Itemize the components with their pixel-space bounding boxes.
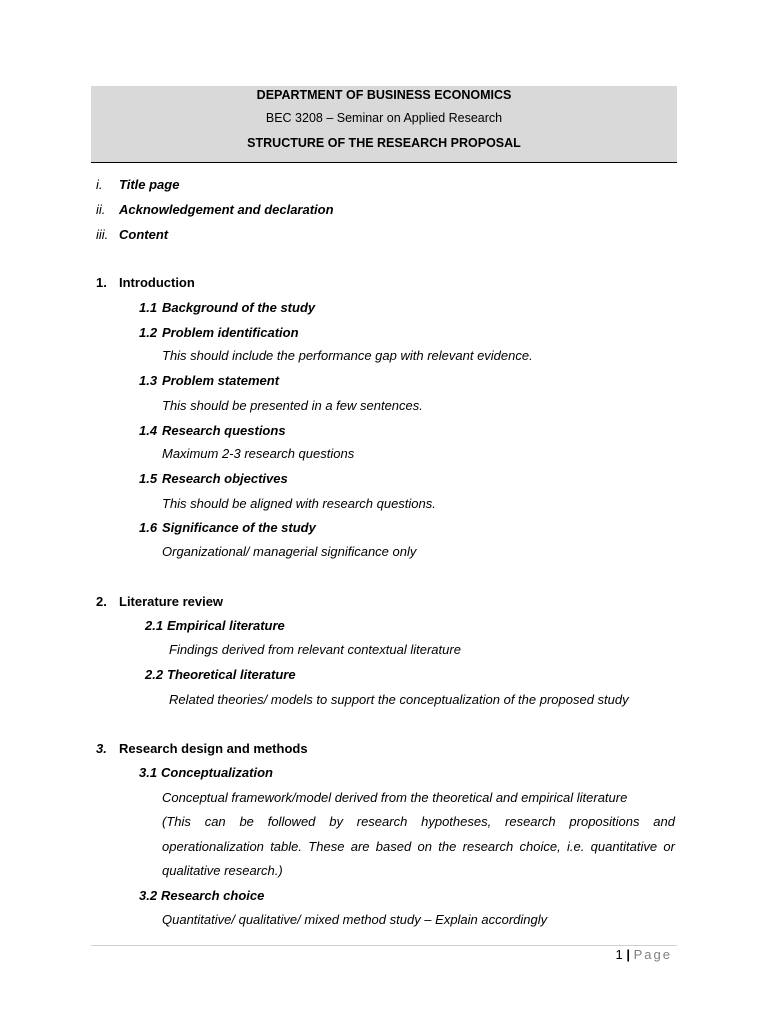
subsection-number: 1.3 [139, 373, 158, 388]
subsection-description: This should be aligned with research questions. [162, 496, 436, 511]
subsection-description: This should include the performance gap with relevant evidence. [162, 348, 533, 363]
header-box [91, 86, 677, 163]
subsection-number: 1.5 [139, 471, 158, 486]
subsection-number: 1.1 [139, 300, 158, 315]
front-item-title-page: Title page [119, 177, 180, 192]
subsection-number: 2.2 [145, 667, 164, 682]
subsection-number: 1.2 [139, 325, 158, 340]
page-label: Page [633, 947, 672, 962]
subsection-title: Research choice [161, 888, 265, 903]
section-title-literature-review: Literature review [119, 594, 224, 609]
subsection-number: 1.4 [139, 423, 158, 438]
subsection-title: Conceptualization [161, 765, 273, 780]
subsection-title: Research objectives [162, 471, 288, 486]
footer-separator: | [626, 947, 630, 962]
section-title-research-design: Research design and methods [119, 741, 308, 756]
subsection-description: Quantitative/ qualitative/ mixed method study – Explain accordingly [162, 912, 548, 927]
subsection-number: 1.6 [139, 520, 158, 535]
paragraph-line: qualitative research.) [162, 863, 283, 878]
section-number: 1. [96, 275, 107, 290]
page-number: 1 [615, 947, 623, 962]
paragraph-line: (This can be followed by research hypotheses, research propositions and [162, 814, 675, 829]
front-marker: iii. [96, 227, 109, 242]
header-department: DEPARTMENT OF BUSINESS ECONOMICS [256, 88, 512, 102]
footer-divider [91, 945, 677, 946]
front-marker: ii. [96, 202, 106, 217]
subsection-title: Background of the study [162, 300, 316, 315]
section-number: 2. [96, 594, 107, 609]
front-item-acknowledgement: Acknowledgement and declaration [119, 202, 334, 217]
header-structure-title: STRUCTURE OF THE RESEARCH PROPOSAL [247, 136, 521, 150]
subsection-title: Significance of the study [162, 520, 316, 535]
header-course: BEC 3208 – Seminar on Applied Research [265, 111, 503, 125]
subsection-title: Empirical literature [167, 618, 285, 633]
subsection-title: Problem identification [162, 325, 299, 340]
subsection-description: Maximum 2-3 research questions [162, 446, 355, 461]
section-number: 3. [96, 741, 107, 756]
subsection-title: Research questions [162, 423, 286, 438]
subsection-number: 2.1 [145, 618, 164, 633]
subsection-number: 3.1 [139, 765, 158, 780]
subsection-title: Theoretical literature [167, 667, 296, 682]
page-footer [616, 947, 673, 962]
front-item-content: Content [119, 227, 169, 242]
subsection-description: Organizational/ managerial significance only [162, 544, 417, 559]
subsection-number: 3.2 [139, 888, 158, 903]
subsection-description: Findings derived from relevant contextual literature [169, 642, 461, 657]
subsection-description: Conceptual framework/model derived from the theoretical and empirical literature [162, 790, 628, 805]
paragraph-line: operationalization table. These are based on the research choice, i.e. quantitative or [162, 839, 675, 854]
subsection-description: Related theories/ models to support the conceptualization of the proposed study [169, 692, 629, 707]
section-title-introduction: Introduction [119, 275, 195, 290]
subsection-description: This should be presented in a few sentences. [162, 398, 423, 413]
subsection-title: Problem statement [162, 373, 280, 388]
front-marker: i. [96, 177, 103, 192]
